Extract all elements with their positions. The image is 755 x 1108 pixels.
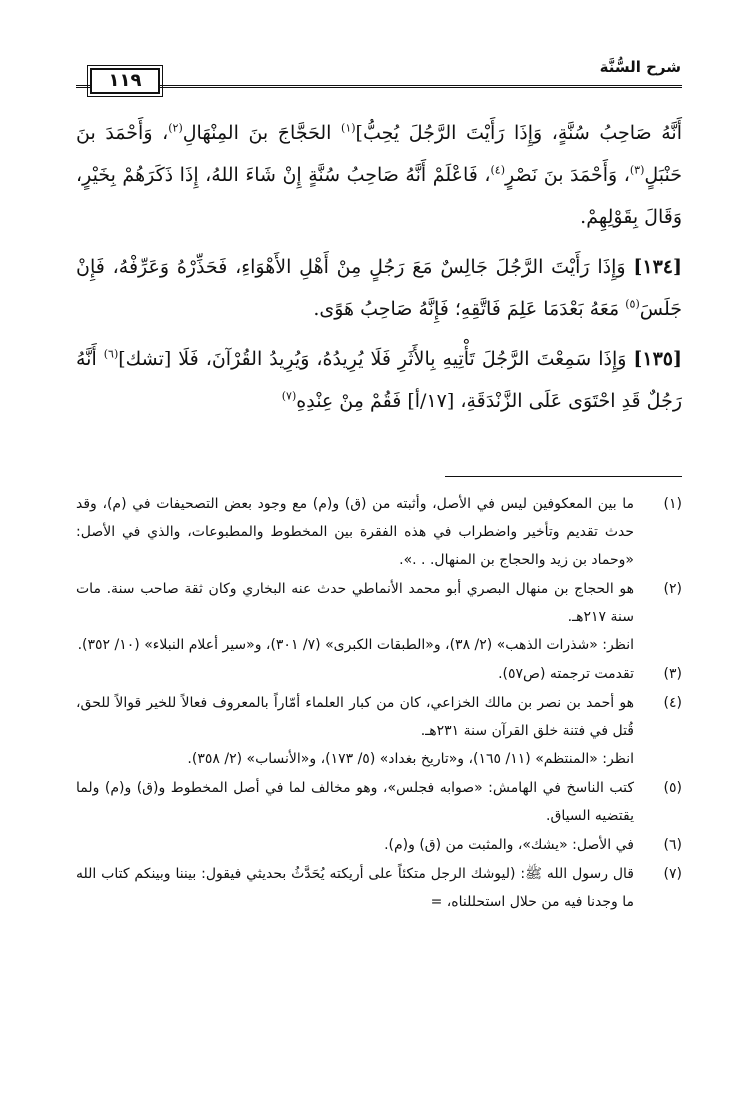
footnote-reference-list: انظر: «المنتظم» (١١/ ١٦٥)، و«تاريخ بغداد» (٥/ ١٧٣)، و«الأنساب» (٢/ ٣٥٨). (187, 751, 634, 767)
footnote-7 (76, 860, 682, 916)
footnote-6 (76, 831, 682, 859)
paragraph-135-text: أَنَّهُ رَجُلٌ قَدِ احْتَوَى عَلَى الزَّنْدَقَةِ، [١٧/أ] فَقُمْ مِنْ عِنْدِهِ (76, 348, 682, 412)
paragraph-number-135: [١٣٥] (633, 348, 682, 370)
footnote-text: تقدمت ترجمته (ص٥٧). (498, 666, 634, 682)
footnote-ref-5[interactable]: (٥) (625, 297, 640, 311)
footnote-text: هو أحمد بن نصر بن مالك الخزاعي، كان من كبار العلماء أمّاراً بالمعروف فعالاً للخير قوالاً للحق، قُتل في فتنة خلق القرآن سنة ٢٣١هـ. (76, 695, 634, 739)
paragraph-135 (76, 338, 682, 422)
paragraph-1-text: أَنَّهُ صَاحِبُ سُنَّةٍ، وَإِذَا رَأَيْتَ الرَّجُلَ يُحِبُّ] (355, 122, 682, 144)
main-text (76, 112, 682, 430)
paragraph-number-134: [١٣٤] (633, 256, 682, 278)
footnote-2 (76, 575, 682, 659)
footnote-number: (٤) (663, 695, 682, 711)
footnote-ref-7[interactable]: (٧) (281, 389, 297, 403)
paragraph-1-text: ، فَاعْلَمْ أَنَّهُ صَاحِبُ سُنَّةٍ إِنْ شَاءَ اللهُ، إِذَا ذَكَرَهُمْ بِخَيْرٍ، وَقَالَ بِقَوْلِهِمْ. (76, 164, 682, 228)
footnote-text: ما بين المعكوفين ليس في الأصل، وأثبته من (ق) و(م) مع وجود بعض التصحيفات في (م)، وقد حدث تقديم وتأخير واضطراب في هذه الفقرة بين المخطوط والمطبوعات، والذي في الأصل: «وحماد بن زيد والحجاج بن المنهال. . .». (76, 496, 634, 568)
footnote-number: (٥) (663, 780, 682, 796)
footnote-number: (٢) (663, 581, 682, 597)
paragraph-134-text: مَعَهُ بَعْدَمَا عَلِمَ فَاتَّقِهِ؛ فَإِنَّهُ صَاحِبُ هَوًى. (313, 298, 626, 320)
header-double-line (76, 85, 682, 88)
paragraph-135-text: وَإِذَا سَمِعْتَ الرَّجُلَ تَأْتِيهِ بِالأَثَرِ فَلَا يُرِيدُهُ، وَيُرِيدُ القُرْآنَ، فَلَا [تشك] (118, 348, 634, 370)
footnote-text: كتب الناسخ في الهامش: «صوابه فجلس»، وهو مخالف لما في أصل المخطوط و(ق) و(م) ولما يقتضيه السياق. (76, 780, 634, 824)
running-header-title: شرح السُّنَّة (599, 58, 681, 76)
footnote-number: (١) (663, 496, 682, 512)
paragraph-1-text: ، وَأَحْمَدَ بنَ نَصْرٍ (505, 164, 630, 186)
footnotes (76, 490, 682, 917)
paragraph-134-text: وَإِذَا رَأَيْتَ الرَّجُلَ جَالِسٌ مَعَ رَجُلٍ مِنْ أَهْلِ الأَهْوَاءِ، فَحَذِّرْهُ وَعَرِّفْهُ، فَإِنْ جَلَسَ (76, 256, 682, 320)
footnote-ref-3[interactable]: (٣) (629, 163, 645, 177)
paragraph-1 (76, 112, 682, 238)
footnote-1 (76, 490, 682, 574)
paragraph-1-text: ، وَأَحْمَدَ بنَ حَنْبَلٍ (76, 122, 682, 186)
footnote-text: هو الحجاج بن منهال البصري أبو محمد الأنماطي حدث عنه البخاري وكان ثقة صاحب سنة. مات سنة ٢١٧هـ. (76, 581, 634, 625)
footnote-number: (٣) (663, 666, 682, 682)
footnote-number: (٦) (663, 837, 682, 853)
footnote-text: في الأصل: «يشك»، والمثبت من (ق) و(م). (384, 837, 634, 853)
paragraph-134 (76, 246, 682, 330)
footnote-5 (76, 774, 682, 830)
page-number: ١١٩ (90, 68, 160, 94)
footnote-ref-1[interactable]: (١) (341, 121, 356, 135)
footnote-ref-6[interactable]: (٦) (103, 347, 119, 361)
footnote-ref-4[interactable]: (٤) (490, 163, 506, 177)
footnote-separator (445, 476, 682, 477)
footnote-reference-list: انظر: «شذرات الذهب» (٢/ ٣٨)، و«الطبقات الكبرى» (٧/ ٣٠١)، و«سير أعلام النبلاء» (١٠/ ٣٥٢). (77, 637, 634, 653)
paragraph-1-text: الحَجَّاجَ بنَ المِنْهَالِ (182, 122, 342, 144)
footnote-4 (76, 689, 682, 773)
header-rule (76, 70, 682, 98)
footnote-3 (76, 660, 682, 688)
footnote-number: (٧) (663, 866, 682, 882)
footnote-ref-2[interactable]: (٢) (168, 121, 183, 135)
footnote-text: قال رسول الله ﷺ: (ليوشك الرجل متكئاً على أريكته يُحَدَّثُ بحديثي فيقول: بيننا وبينكم كتاب الله ما وجدنا فيه من حلال استحللناه، = (76, 866, 634, 910)
